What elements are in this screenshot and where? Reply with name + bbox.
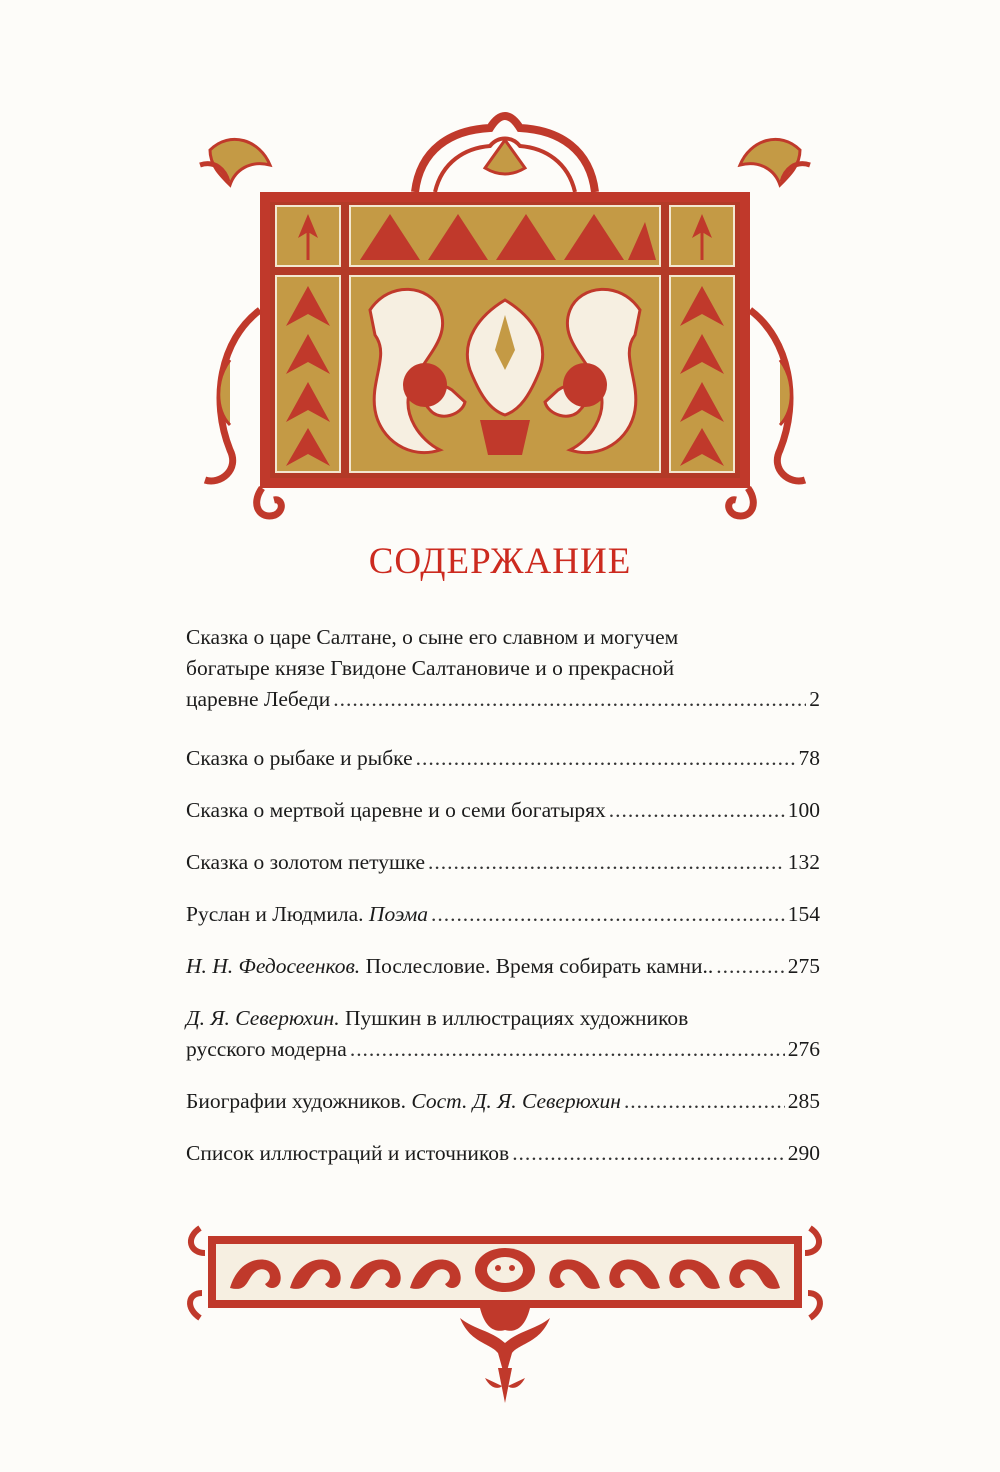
toc-entry-compiler: Сост. Д. Я. Северюхин: [411, 1089, 621, 1113]
toc-leader-dots: [416, 743, 796, 774]
toc-page-number: 78: [798, 746, 820, 770]
decorative-headpiece-icon: [190, 110, 820, 530]
toc-page-number: 100: [787, 798, 820, 822]
toc-page-number: 285: [787, 1089, 820, 1113]
toc-entry: [186, 622, 820, 715]
toc-entry: [186, 899, 820, 930]
toc-entry: [186, 795, 820, 826]
toc-entry-title: русского модерна: [186, 1037, 347, 1061]
toc-page-number: 276: [787, 1037, 820, 1061]
toc-entry: [186, 1003, 820, 1065]
toc-leader-dots: [350, 1034, 785, 1065]
toc-entry-title: Список иллюстраций и источников: [186, 1141, 510, 1165]
toc-entry-title: Послесловие. Время собирать камни..: [365, 954, 714, 978]
toc-entry-title: царевне Лебеди: [186, 687, 331, 711]
toc-entry-title: Биографии художников.: [186, 1089, 407, 1113]
toc-entry-genre: Поэма: [368, 902, 429, 926]
toc-entry-title: Сказка о мертвой царевне и о семи богатырях: [186, 798, 606, 822]
toc-entry: [186, 1086, 820, 1117]
toc-leader-dots: [609, 795, 785, 826]
toc-leader-dots: [624, 1086, 785, 1117]
toc-page-number: 132: [787, 850, 820, 874]
toc-entry-title: Руслан и Людмила.: [186, 902, 364, 926]
toc-entry: [186, 847, 820, 878]
toc-entry: [186, 951, 820, 982]
toc-page-number: 154: [787, 902, 820, 926]
page-title: СОДЕРЖАНИЕ: [368, 541, 632, 582]
toc-page-number: 290: [787, 1141, 820, 1165]
toc-entry-author: Н. Н. Федосеенков.: [186, 954, 361, 978]
toc-page-number: 275: [787, 954, 820, 978]
toc-leader-dots: [716, 951, 784, 982]
toc-entry-title: Сказка о золотом петушке: [186, 850, 426, 874]
toc-entry-line: Сказка о царе Салтане, о сыне его славном и могучем: [186, 625, 679, 649]
toc-entry-title: Сказка о рыбаке и рыбке: [186, 746, 413, 770]
toc-entry-line: Пушкин в иллюстрациях художников: [344, 1006, 689, 1030]
toc-leader-dots: [333, 684, 806, 715]
toc-page-number: 2: [809, 687, 820, 711]
decorative-tailpiece-icon: [180, 1218, 830, 1408]
toc-leader-dots: [428, 847, 785, 878]
toc-entry: [186, 1138, 820, 1169]
toc-leader-dots: [512, 1138, 785, 1169]
toc-entry-author: Д. Я. Северюхин.: [186, 1006, 340, 1030]
toc-leader-dots: [431, 899, 785, 930]
toc-entry-line: богатыре князе Гвидоне Салтановиче и о прекрасной: [186, 656, 675, 680]
toc-entry: [186, 743, 820, 774]
